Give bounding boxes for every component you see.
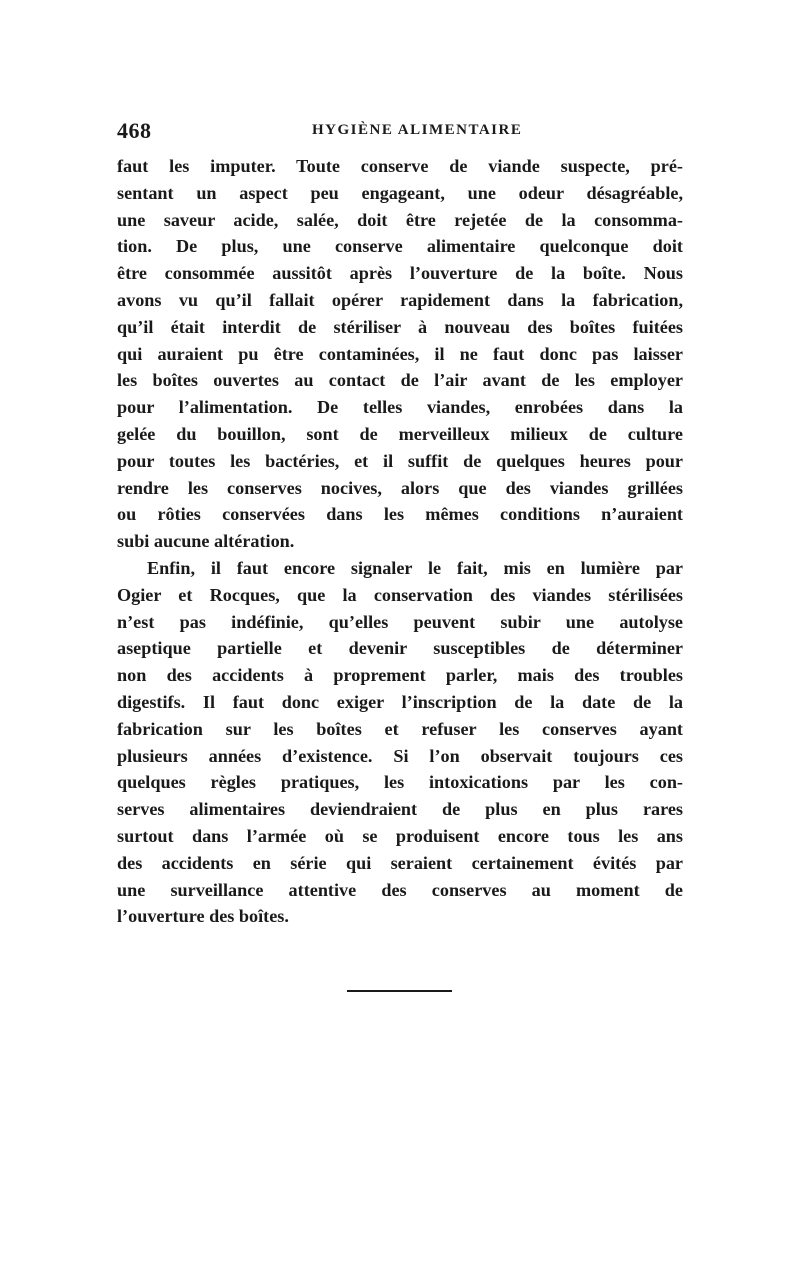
section-rule [347, 990, 452, 992]
text-line: Enfin, il faut encore signaler le fait, mis en lumière par [147, 557, 683, 578]
text-line: faut les imputer. Toute conserve de viande suspecte, pré- [117, 156, 683, 176]
text-line: qu’il était interdit de stériliser à nouveau des boîtes fuitées [117, 316, 683, 337]
text-line: non des accidents à proprement parler, mais des troubles [117, 665, 683, 686]
text-line: aseptique partielle et devenir susceptibles de déterminer [117, 638, 683, 659]
text-line: l’ouverture des boîtes. [117, 906, 289, 927]
text-line: subi aucune altération. [117, 531, 295, 552]
text-line: plusieurs années d’existence. Si l’on observait toujours ces [117, 745, 683, 766]
text-line: être consommée aussitôt après l’ouverture de la boîte. Nous [117, 263, 683, 284]
text-line: digestifs. Il faut donc exiger l’inscription de la date de la [117, 691, 683, 712]
text-line: pour l’alimentation. De telles viandes, enrobées dans la [117, 397, 683, 418]
text-line: Ogier et Rocques, que la conservation des viandes stérilisées [117, 584, 683, 605]
text-line: les boîtes ouvertes au contact de l’air avant de les employer [117, 370, 683, 391]
text-line: gelée du bouillon, sont de merveilleux milieux de culture [117, 423, 683, 444]
text-line: une saveur acide, salée, doit être rejetée de la consomma- [117, 209, 683, 230]
text-line: n’est pas indéfinie, qu’elles peuvent subir une autolyse [117, 611, 683, 632]
text-line: avons vu qu’il fallait opérer rapidement dans la fabrication, [117, 289, 683, 310]
text-line: tion. De plus, une conserve alimentaire quelconque doit [117, 236, 683, 257]
text-line: pour toutes les bactéries, et il suffit de quelques heures pour [117, 450, 683, 471]
text-line: ou rôties conservées dans les mêmes conditions n’auraient [117, 504, 683, 525]
page-header [117, 118, 683, 148]
text-line: serves alimentaires deviendraient de plus en plus rares [117, 799, 683, 820]
text-line: qui auraient pu être contaminées, il ne faut donc pas laisser [117, 343, 683, 364]
text-line: des accidents en série qui seraient certainement évités par [117, 852, 683, 873]
text-line: sentant un aspect peu engageant, une odeur désagréable, [117, 182, 683, 203]
text-line: quelques règles pratiques, les intoxications par les con- [117, 772, 683, 793]
text-line: une surveillance attentive des conserves au moment de [117, 879, 683, 900]
page-number: 468 [117, 118, 152, 143]
body-text [117, 153, 683, 930]
running-head: HYGIÈNE ALIMENTAIRE [312, 122, 523, 138]
text-line: fabrication sur les boîtes et refuser les conserves ayant [117, 718, 683, 739]
text-line: surtout dans l’armée où se produisent encore tous les ans [117, 825, 683, 846]
text-line: rendre les conserves nocives, alors que des viandes grillées [117, 477, 683, 498]
